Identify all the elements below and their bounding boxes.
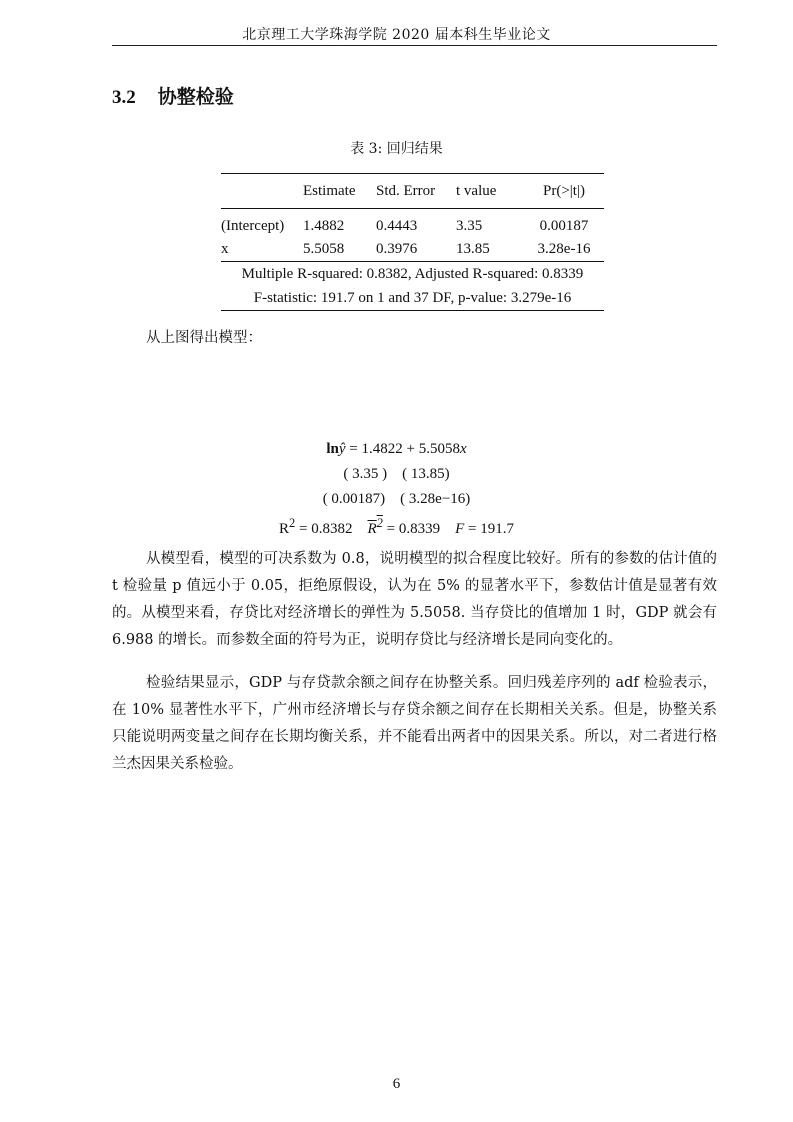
r-squared-line: Multiple R-squared: 0.8382, Adjusted R-squared: 0.8339: [241, 265, 584, 282]
table-cell: 13.85: [456, 240, 490, 257]
fit-statistics-line: $R^2 = 0.8382$ $R^2 = 0.8339$ F = 191.7: [278, 516, 514, 537]
model-equation: [0, 441, 793, 458]
r-squared-value: = 0.8382: [295, 521, 353, 537]
table-caption: 表 3: 回归结果: [350, 141, 443, 157]
table-footer-row: [221, 286, 604, 311]
paragraph: 检验结果显示，GDP 与存贷款余额之间存在协整关系。回归残差序列的 adf 检验表示，在 10% 显著性水平下，广州市经济增长与存贷余额之间存在长期相关关系。但是，协整关系只能说明两变量之间存在长期均衡关系，并不能看出两者中的因果关系。所以，对二者进行格兰杰因果关系检验。: [112, 675, 717, 772]
f-statistic-line: F-statistic: 191.7 on 1 and 37 DF, p-value: 3.279e-16: [253, 289, 572, 306]
table-header-cell: Std. Error: [376, 182, 436, 199]
y-hat-symbol: ŷ: [338, 441, 346, 457]
table-row: [221, 209, 604, 238]
table-cell: (Intercept): [221, 217, 285, 234]
regression-table: [221, 173, 604, 311]
table-cell: 3.28e-16: [537, 240, 591, 257]
table-row: [221, 237, 604, 262]
page-number: 6: [392, 1076, 401, 1092]
equation-rhs: = 1.4822 + 5.5058: [345, 441, 460, 457]
f-value: = 191.7: [464, 521, 514, 537]
table-cell: x: [221, 240, 229, 257]
lead-text: 从上图得出模型：: [146, 330, 262, 346]
running-header: 北京理工大学珠海学院 2020 届本科生毕业论文: [242, 27, 551, 43]
section-number: 3.2: [112, 87, 136, 108]
x-variable: x: [459, 441, 467, 457]
section-title: 协整检验: [157, 86, 234, 108]
table-header-cell: Estimate: [303, 182, 356, 199]
table-cell: 3.35: [456, 217, 483, 234]
header-rule: [112, 45, 717, 46]
table-cell: 0.00187: [539, 217, 589, 234]
section-heading: [112, 82, 234, 109]
table-cell: 0.3976: [376, 240, 418, 257]
ln-symbol: ln: [326, 441, 339, 457]
table-header-cell: Pr(>|t|): [543, 182, 585, 199]
adjusted-r-squared-label: $R^2$: [367, 516, 383, 537]
paragraph: 从模型看，模型的可决系数为 0.8，说明模型的拟合程度比较好。所有的参数的估计值的 t 检验量 p 值远小于 0.05，拒绝原假设，认为在 5% 的显著水平下，参数估计值是显著有效的。从模型来看，存贷比对经济增长的弹性为 5.5058. 当存贷比的值增加 1 时，GDP 就会有 6.988 的增长。而参数全面的符号为正，说明存贷比与经济增长是同向变化的。: [112, 551, 717, 648]
table-footer-row: [221, 262, 604, 287]
adjusted-r-squared-value: = 0.8339: [382, 521, 441, 537]
table-cell: 5.5058: [303, 240, 345, 257]
table-header-cell: [221, 174, 303, 209]
f-label: F: [455, 521, 465, 537]
table-header-cell: t value: [456, 182, 497, 199]
table-cell: 0.4443: [376, 217, 418, 234]
r-squared-label: R: [278, 521, 289, 537]
t-values-line: ( 3.35 ) ( 13.85): [343, 466, 450, 482]
table-cell: 1.4882: [303, 217, 345, 234]
p-values-line: ( 0.00187) ( 3.28e−16): [322, 491, 471, 507]
table-header-row: [221, 174, 604, 209]
